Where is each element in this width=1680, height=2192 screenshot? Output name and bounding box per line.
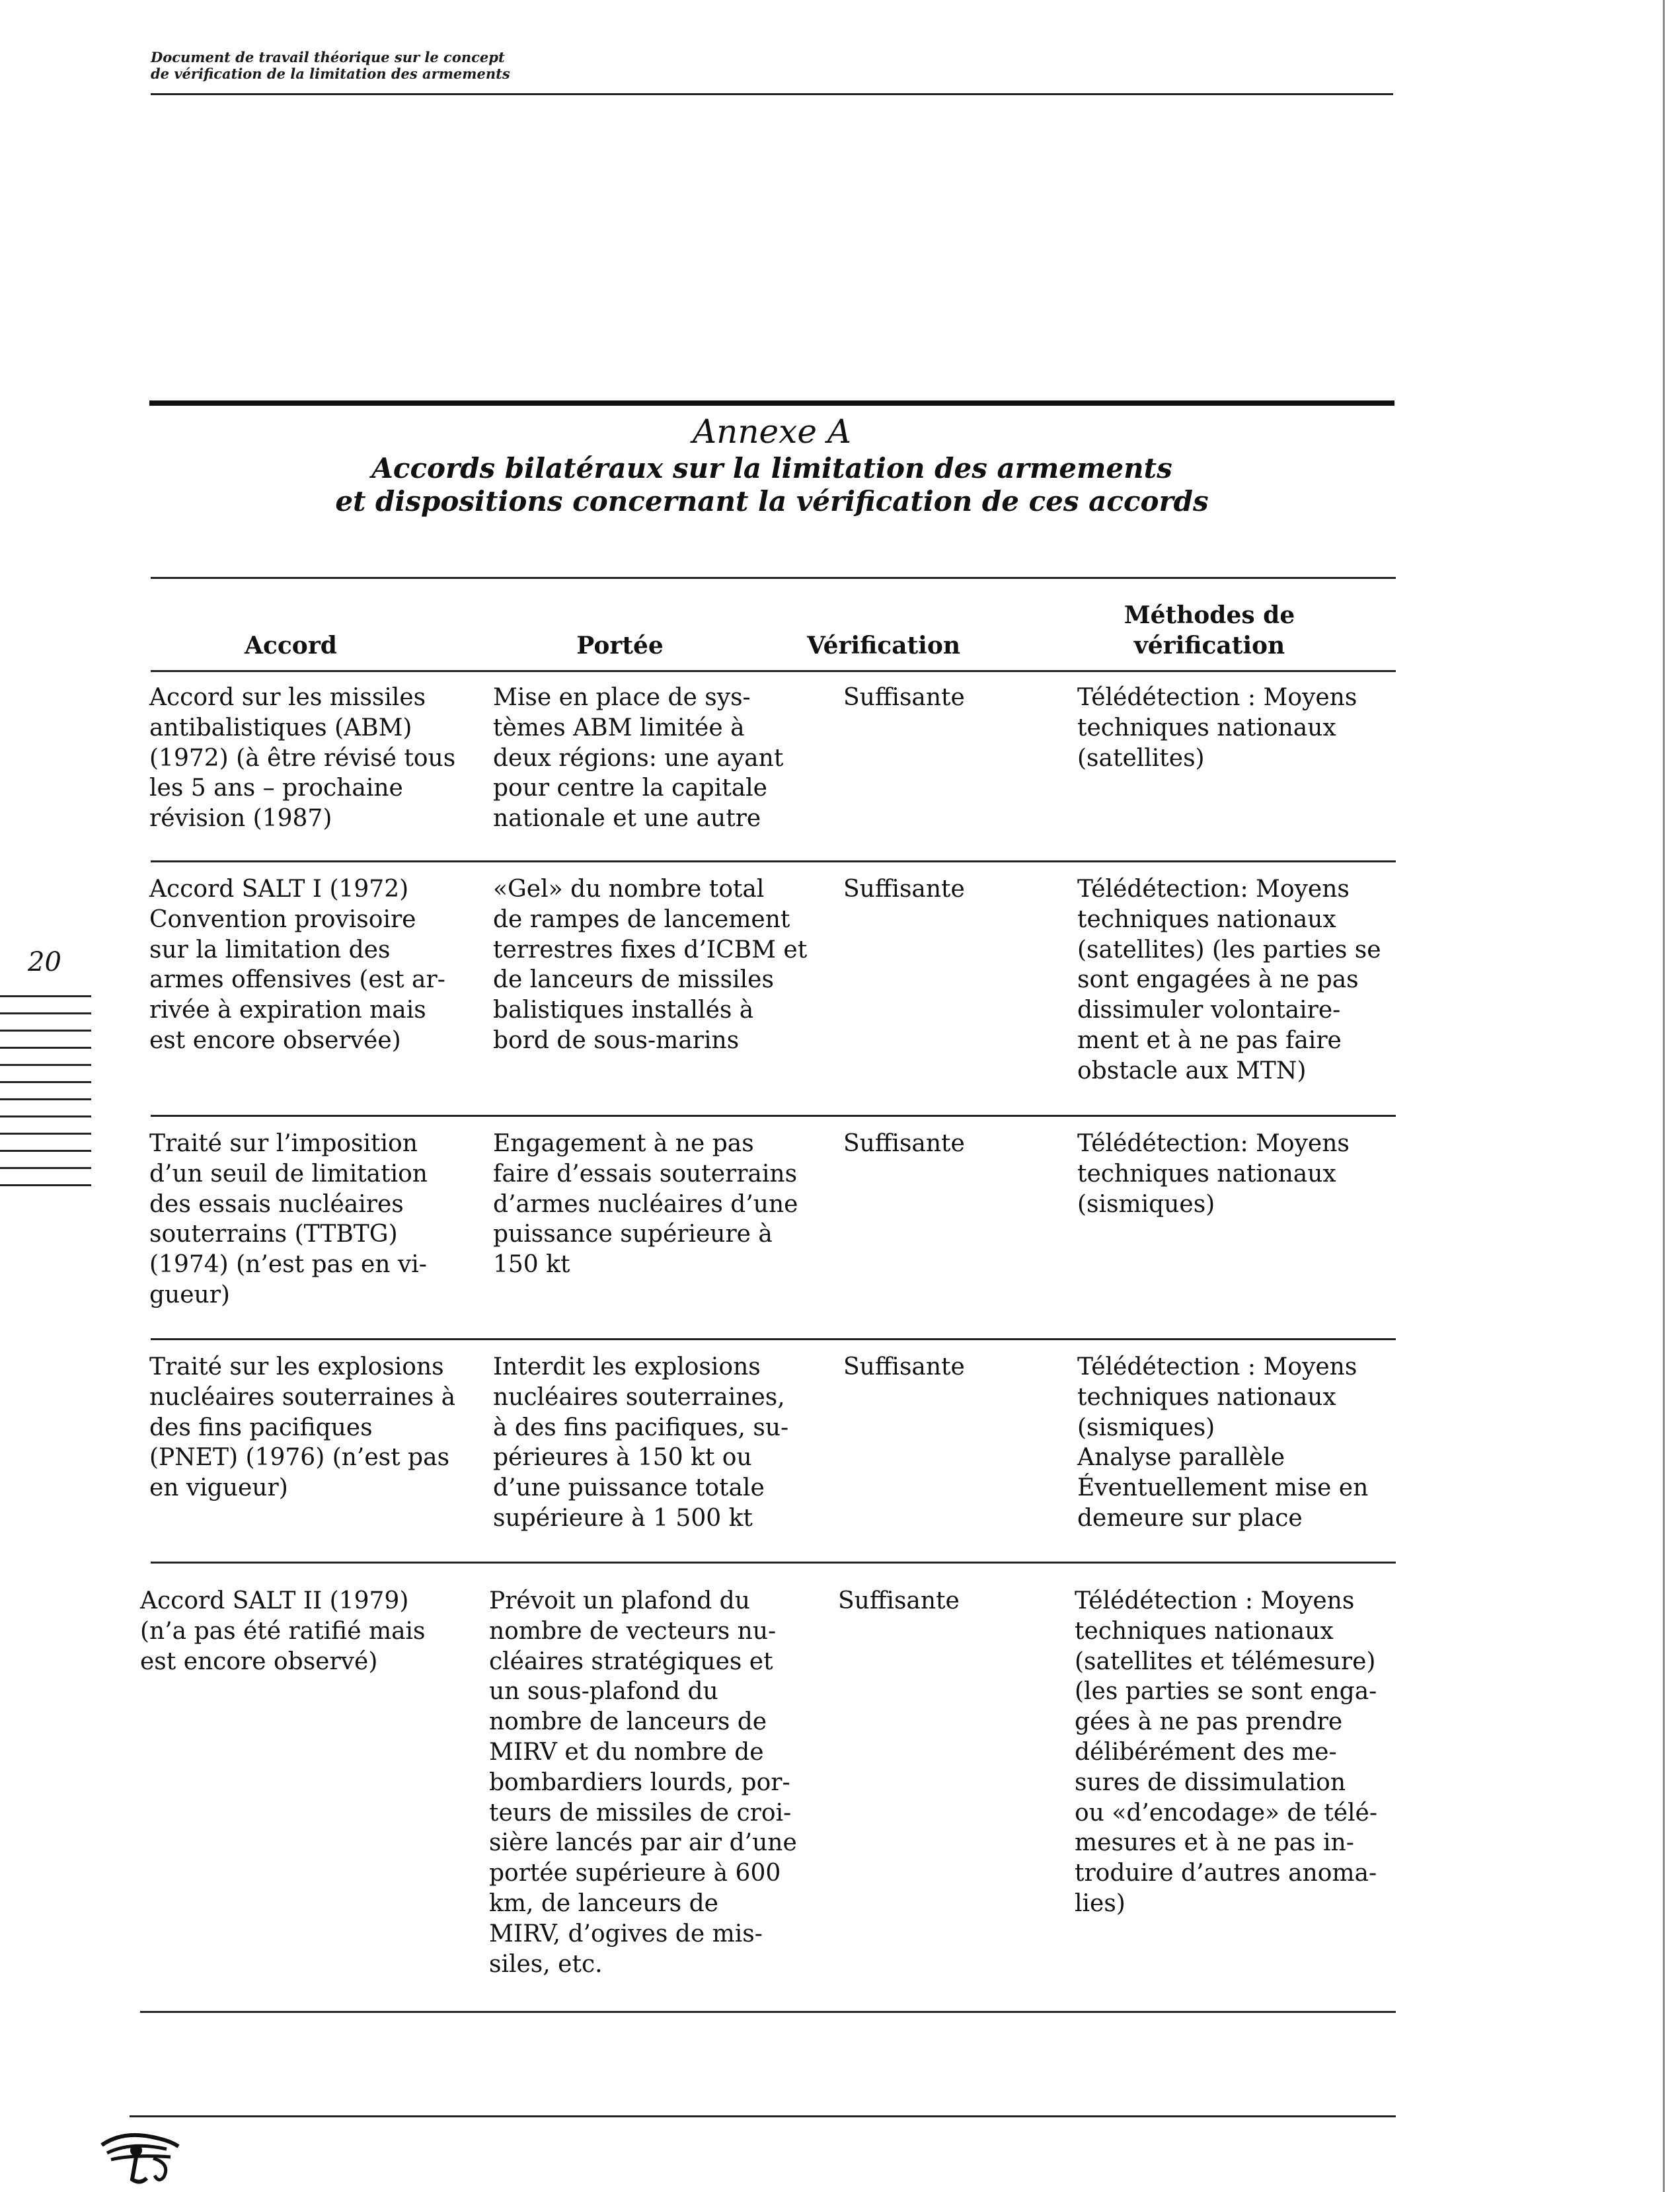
cell-portee: Interdit les explosions nucléaires souterraines, à des fins pacifiques, su- périeures à 150 kt ou d’une puissance totale supérieure à 1 500 kt: [493, 1353, 789, 1532]
cell-portee: «Gel» du nombre total de rampes de lancement terrestres fixes d’ICBM et de lanceurs de missiles balistiques installés à bord de sous-marins: [493, 876, 808, 1054]
cell-methodes: Télédétection: Moyens techniques nationaux (sismiques): [1077, 1130, 1350, 1218]
scan-edge-line: [1663, 0, 1665, 2192]
cell-portee: Engagement à ne pas faire d’essais souterrains d’armes nucléaires d’une puissance supérieure à 150 kt: [493, 1130, 798, 1279]
cell-verification: Suffisante: [843, 684, 965, 711]
header-rule: [151, 93, 1393, 95]
row-divider: [151, 860, 1396, 862]
running-header-line-2: de vérification de la limitation des armements: [151, 65, 510, 82]
page-number: 20: [28, 947, 61, 977]
header-rule: [151, 670, 1396, 672]
header-accord: Accord: [245, 632, 337, 660]
header-methodes: Méthodes de vérification: [1124, 601, 1295, 660]
header-portee: Portée: [576, 632, 664, 660]
cell-accord: Traité sur les explosions nucléaires souterraines à des fins pacifiques (PNET) (1976) (n’est pas en vigueur): [149, 1353, 456, 1502]
header-verification: Vérification: [806, 632, 961, 660]
cell-verification: Suffisante: [838, 1587, 960, 1614]
annex-title-block: [149, 411, 1394, 518]
annex-subtitle-line-2: et dispositions concernant la vérification de ces accords: [335, 485, 1209, 517]
cell-accord: Traité sur l’imposition d’un seuil de limitation des essais nucléaires souterrains (TTBTG) (1974) (n’est pas en vi- gueur): [149, 1130, 428, 1308]
row-divider: [151, 1562, 1396, 1564]
footer-rule: [130, 2115, 1396, 2117]
running-header-line-1: Document de travail théorique sur le concept: [151, 49, 505, 65]
cell-methodes: Télédétection: Moyens techniques nationaux (satellites) (les parties se sont engagées à ne pas dissimuler volontaire- ment et à ne pas faire obstacle aux MTN): [1077, 876, 1381, 1084]
annex-subtitle-line-1: Accords bilatéraux sur la limitation des armements: [371, 452, 1172, 484]
cell-methodes: Télédétection : Moyens techniques nationaux (satellites): [1077, 684, 1357, 772]
cell-portee: Prévoit un plafond du nombre de vecteurs nu- cléaires stratégiques et un sous-plafond du nombre de lanceurs de MIRV et du nombre de bombardiers lourds, por- teurs de missiles de croi- sière lancés par air d’une portée supérieure à 600 km, de lanceurs de MIRV, d’ogives de mis- siles, etc.: [489, 1587, 797, 1978]
table-top-rule: [151, 577, 1396, 579]
cell-verification: Suffisante: [843, 1130, 965, 1157]
cell-verification: Suffisante: [843, 1353, 965, 1380]
annex-title: Annexe A: [693, 412, 851, 451]
cell-accord: Accord sur les missiles antibalistiques (ABM) (1972) (à être révisé tous les 5 ans – prochaine révision (1987): [149, 684, 456, 833]
cell-portee: Mise en place de sys- tèmes ABM limitée à deux régions: une ayant pour centre la capitale nationale et une autre: [493, 684, 784, 833]
title-rule: [149, 400, 1394, 406]
cell-accord: Accord SALT I (1972) Convention provisoire sur la limitation des armes offensives (est ar- rivée à expiration mais est encore observée): [149, 876, 445, 1054]
running-header: [151, 49, 1393, 82]
eye-logo-icon: [98, 2127, 184, 2186]
cell-methodes: Télédétection : Moyens techniques nationaux (sismiques) Analyse parallèle Éventuellement mise en demeure sur place: [1077, 1353, 1369, 1532]
cell-accord: Accord SALT II (1979) (n’a pas été ratifié mais est encore observé): [140, 1587, 426, 1675]
cell-verification: Suffisante: [843, 876, 965, 903]
cell-methodes: Télédétection : Moyens techniques nationaux (satellites et télémesure) (les parties se sont enga- gées à ne pas prendre délibérément des me- sures de dissimulation ou «d’encodage» de télé- mesures et à ne pas in- troduire d’autres anoma- lies): [1075, 1587, 1378, 1917]
row-divider: [151, 1338, 1396, 1340]
table-bottom-rule: [140, 2011, 1396, 2013]
row-divider: [151, 1115, 1396, 1117]
